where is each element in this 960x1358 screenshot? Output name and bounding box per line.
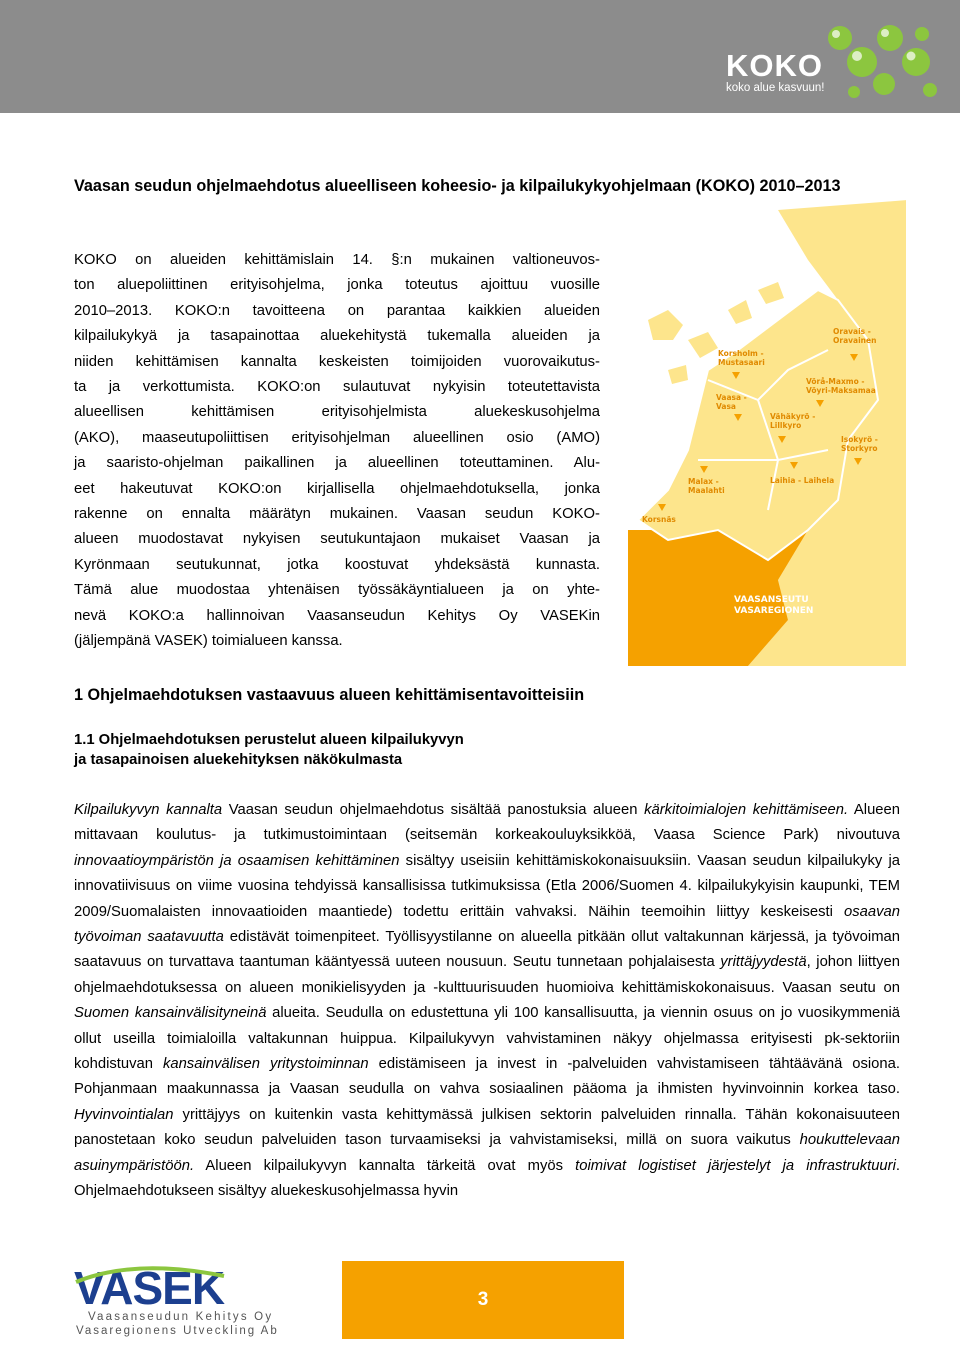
intro-line: niiden kehittämisen kannalta keskeisten toimijoiden vuorovaikutus-	[74, 353, 600, 370]
subsection-heading: 1.1 Ohjelmaehdotuksen perustelut alueen kilpailukyvyn ja tasapainoisen aluekehityksen näkökulmasta	[74, 732, 464, 768]
intro-line: (jäljempänä VASEK) toimialueen kanssa.	[74, 633, 343, 650]
koko-bubbles-icon	[818, 18, 950, 106]
intro-line: kilpailukykyä ja tasapainottaa aluekehitystä tukemalla alueiden ja	[74, 328, 600, 345]
map-label-korsnas: Korsnäs	[642, 515, 676, 524]
map-region-title: VAASANSEUTU	[734, 595, 809, 605]
koko-logo	[718, 18, 950, 106]
body-paragraph: Kilpailukyvyn kannalta Vaasan seudun ohjelmaehdotus sisältää panostuksia alueen kärkitoimialojen kehittämiseen. Alueen mittavaan koulutus- ja tutkimustoimintaan (seitsemän korkeakouluyksikköä, Vaasa Science Park) nivoutuva innovaatioympäristön ja osaamisen kehittäminen sisältyy useisiin kehittämiskokonaisuuksiin. Vaasan seudun kilpailukyky ja innovatiivisuus on viime vuosina tehdyissä kansallisissa tutkimuksissa (Etla 2006/Suomen 4. kilpailukykyisin kaupunki, TEM 2009/Suomalaisten innovaatioiden maantiede) todettu erittäin vahvaksi. Näihin teemoihin liittyy keskeisesti osaavan työvoiman saatavuutta edistävät toimenpiteet. Työllisyystilanne on alueella pitkään ollut valtakunnan kärjessä, ja työvoiman saatavuus on turvattava taantuman kääntyessä uuteen nousuun. Seutu tunnetaan pohjalaisesta yrittäjyydestä, johon liittyen ohjelmaehdotuksessa on alueen monikielisyyden ja -kulttuurisuuden huomioiva kehittämiskokonaisuus. Vaasan seutu on Suomen kansainvälisityneinä alueita. Seudulla on edustettuna yli 100 kansallisuutta, ja viennin osuus on jo vuosikymmeniä ollut useilla toimialoilla valtakunnan huippua. Kilpailukyvyn vahvistaminen näkyy ohjelmassa erityisesti pk-sektoriin kohdistuvan kansainvälisen yritystoiminnan edistämiseen ja invest in -palveluiden vahvistamiseen tähtäävänä osiona. Pohjanmaan maakunnassa ja Vaasan seudulla on vahva sosiaalinen pääoma ja ihmisten hyvinvoinnin korkea taso. Hyvinvointialan yrittäjyys on kuitenkin vasta kehittymässä julkisen sektorin palveluiden rinnalla. Tähän kokonaisuuteen panostetaan koko seudun palveluiden tason turvaamiseksi ja vahvistamiseksi, millä on suora vaikutus houkuttelevaan asuinympäristöön. Alueen kilpailukyvyn kannalta tärkeitä ovat myös toimivat logistiset järjestelyt ja infrastruktuuri. Ohjelmaehdotukseen sisältyy aluekeskusohjelmassa hyvin	[74, 802, 901, 1200]
svg-text:Storkyro: Storkyro	[841, 444, 878, 453]
vasek-logo-word: VASEK	[74, 1262, 225, 1314]
map-label-korsholm: Korsholm -	[718, 349, 764, 358]
map-label-oravais: Oravais -	[833, 327, 871, 336]
section-heading: 1 Ohjelmaehdotuksen vastaavuus alueen kehittämisentavoitteisiin	[74, 686, 585, 704]
svg-text:Mustasaari: Mustasaari	[718, 358, 765, 367]
map-label-voro: Vörå-Maxmo -	[806, 377, 865, 386]
map-label-malax: Malax -	[688, 477, 719, 486]
svg-text:VASAREGIONEN: VASAREGIONEN	[734, 606, 814, 616]
intro-line: eet hakeutuvat KOKO:on kirjallisella ohjelmaehdotuksella, jonka	[74, 480, 600, 497]
map-label-isokyro: Isokyrö -	[841, 435, 878, 444]
koko-logo-word: KOKO	[726, 48, 823, 83]
intro-paragraph	[74, 248, 600, 655]
svg-text:Vöyri-Maksamaa: Vöyri-Maksamaa	[806, 386, 876, 395]
intro-line: alueen muodostavat nykyisen seutukuntajaon mukaiset Vaasan ja	[74, 531, 600, 548]
vasek-logo-line2: Vasaregionens Utveckling Ab	[76, 1325, 279, 1337]
intro-line: alueellisen kehittämisen erityisohjelmista aluekeskusohjelma	[74, 404, 600, 421]
intro-line: ja saaristo-ohjelman paikallinen ja alueellinen toteuttaminen. Alu-	[74, 455, 600, 472]
page-number: 3	[342, 1261, 624, 1339]
vasek-logo-line1: Vaasanseudun Kehitys Oy	[88, 1311, 274, 1323]
intro-line: KOKO on alueiden kehittämislain 14. §:n mukainen valtioneuvos-	[74, 252, 600, 268]
intro-line: 2010–2013. KOKO:n tavoitteena on parantaa kaikkien alueiden	[74, 302, 600, 319]
map-label-laihia: Laihia - Laihela	[770, 476, 835, 485]
intro-line: rakenne on ennalta määrätyn mukainen. Vaasan seudun KOKO-	[74, 506, 600, 523]
header-band	[0, 0, 960, 113]
koko-logo-slogan: koko alue kasvuun!	[726, 82, 825, 94]
document-title: Vaasan seudun ohjelmaehdotus alueelliseen koheesio- ja kilpailukykyohjelmaan (KOKO) 2010–2013	[74, 177, 841, 195]
intro-line: (AKO), maaseutupoliittisen erityisohjelman alueellinen osio (AMO)	[74, 429, 600, 446]
map-label-vaasa: Vaasa -	[716, 393, 747, 402]
intro-line: ta ja verkottumista. KOKO:on sulautuvat nykyisin toteutettavista	[74, 379, 600, 396]
intro-line: Tämä alue muodostaa yhtenäisen työssäkäyntialueen ja on yhte-	[74, 582, 600, 599]
svg-text:Oravainen: Oravainen	[833, 336, 877, 345]
vasek-logo	[74, 1262, 294, 1338]
region-map	[628, 200, 906, 666]
intro-line: nevä KOKO:a hallinnoivan Vaasanseudun Kehitys Oy VASEKin	[74, 607, 600, 624]
svg-text:Lillkyro: Lillkyro	[770, 421, 802, 430]
intro-line: Kyrönmaan seutukunnat, jotka koostuvat yhdeksästä kunnasta.	[74, 556, 600, 573]
svg-text:Maalahti: Maalahti	[688, 486, 725, 495]
svg-text:Vasa: Vasa	[716, 402, 736, 411]
map-label-vahakyro: Vähäkyrö -	[770, 412, 816, 421]
intro-line: ton aluepoliittinen erityisohjelma, jonka toteutus ajoittuu vuosille	[74, 277, 600, 294]
